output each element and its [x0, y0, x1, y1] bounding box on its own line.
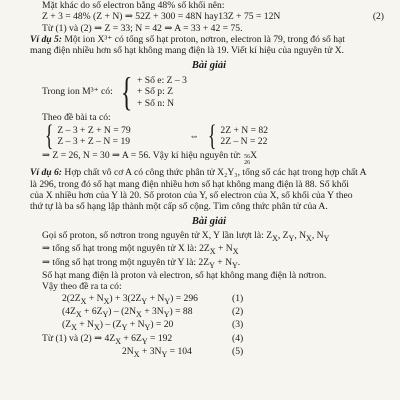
- text-line: thứ tự là ba số hạng lập thành một cấp số cộng. Tìm công thức phân tử của A.: [30, 201, 328, 213]
- text-line: Vậy theo đề ra ta có:: [42, 281, 122, 293]
- equation-system: { Z – 3 + Z + N = 79 Z – 3 + Z – N = 19 ⇔ { 2Z + N = 82 2Z – N = 22: [44, 119, 269, 153]
- equation-line: Từ (1) và (2) ⇒ $4Z_X + 6Z_Y = 192$ (4): [42, 332, 244, 346]
- text-line: Số hạt mang điện là proton và electron, số hạt không mang điện là nơtron.: [42, 269, 327, 281]
- isotope-numbers: 56 26: [244, 154, 251, 167]
- example-label: Ví dụ 6:: [30, 167, 62, 179]
- equation-line: $(4Z_X + 6Z_Y) - (2N_X + 3N_Y) = 88$ (2): [62, 305, 244, 319]
- equation-number: (5): [232, 345, 244, 357]
- text-line: ⇒ tổng số hạt trong một nguyên tử Y là: $2Z_Y + N_Y$.: [42, 256, 241, 270]
- solution-heading: Bài giải: [191, 215, 227, 227]
- left-brace: {: [207, 119, 217, 153]
- solution-heading: Bài giải: [191, 59, 227, 71]
- example-label: Ví dụ 5:: [30, 33, 62, 45]
- equation-number: (4): [232, 332, 244, 344]
- equation-line: Z + 3 = 48% (Z + N) ⇒ 52Z + 300 = 48N hay13Z + 75 = 12N (2): [42, 11, 384, 23]
- equation-line: $2(2Z_X + N_X) + 3(2Z_Y + N_Y) = 296$ (1): [62, 292, 244, 306]
- equation-number: (2): [232, 305, 244, 317]
- equation-number: (1): [232, 292, 244, 304]
- ion-composition: Trong ion M³⁺ có: { + Số e: Z – 3 + Số p: Z + Số n: N: [42, 68, 187, 114]
- text-line: của X nhiều hơn của Y là 20. Số proton của Y, số electron của X, số khối của Y theo: [30, 189, 353, 201]
- equation-number: (2): [372, 11, 384, 23]
- text-line: Mặt khác do số electron bằng 48% số khối nên:: [42, 0, 225, 11]
- result-line: ⇒ Z = 26, N = 30 ⇒ A = 56. Vậy kí hiệu nguyên tử: 56 26 X: [42, 150, 258, 167]
- text-line: ⇒ tổng số hạt trong một nguyên tử X là: $2Z_X + N_X$: [42, 243, 239, 257]
- example-6-heading: Ví dụ 6: Hợp chất vô cơ A có công thức phân tử X₂Y₃, tổng số các hạt trong hợp chất A: [30, 167, 367, 179]
- text-line: mang điện nhiều hơn số hạt không mang điện là 19. Viết kí hiệu của nguyên tử X.: [30, 45, 345, 57]
- left-brace: {: [44, 119, 54, 153]
- example-5-heading: Ví dụ 5: Một ion X³⁺ có tổng số hạt proton, nơtron, electron là 79, trong đó số hạt: [30, 33, 345, 45]
- ion-list: + Số e: Z – 3 + Số p: Z + Số n: N: [136, 74, 187, 109]
- equation-number: (3): [232, 319, 244, 331]
- text-line: Gọi số proton, số nơtron trong nguyên tử X, Y lần lượt là: $Z_X$, $Z_Y$, $N_X$, $N_Y$: [42, 229, 330, 243]
- equation-line: $(Z_X + N_X) - (Z_Y + N_Y) = 20$ (3): [62, 319, 244, 333]
- text-line: Theo đề bài ta có:: [42, 111, 111, 123]
- left-brace: {: [120, 68, 133, 114]
- text-line: là 296, trong đó số hạt mang điện nhiều hơn số hạt không mang điện là 88. Số khối: [30, 178, 349, 190]
- element-symbol: X: [250, 150, 258, 162]
- text-line: Từ (1) và (2) ⇒ Z = 33; N = 42 ⇒ A = 33 + 42 = 75.: [42, 22, 243, 34]
- equation-line: $2N_X + 3N_Y = 104$ (5): [122, 345, 244, 359]
